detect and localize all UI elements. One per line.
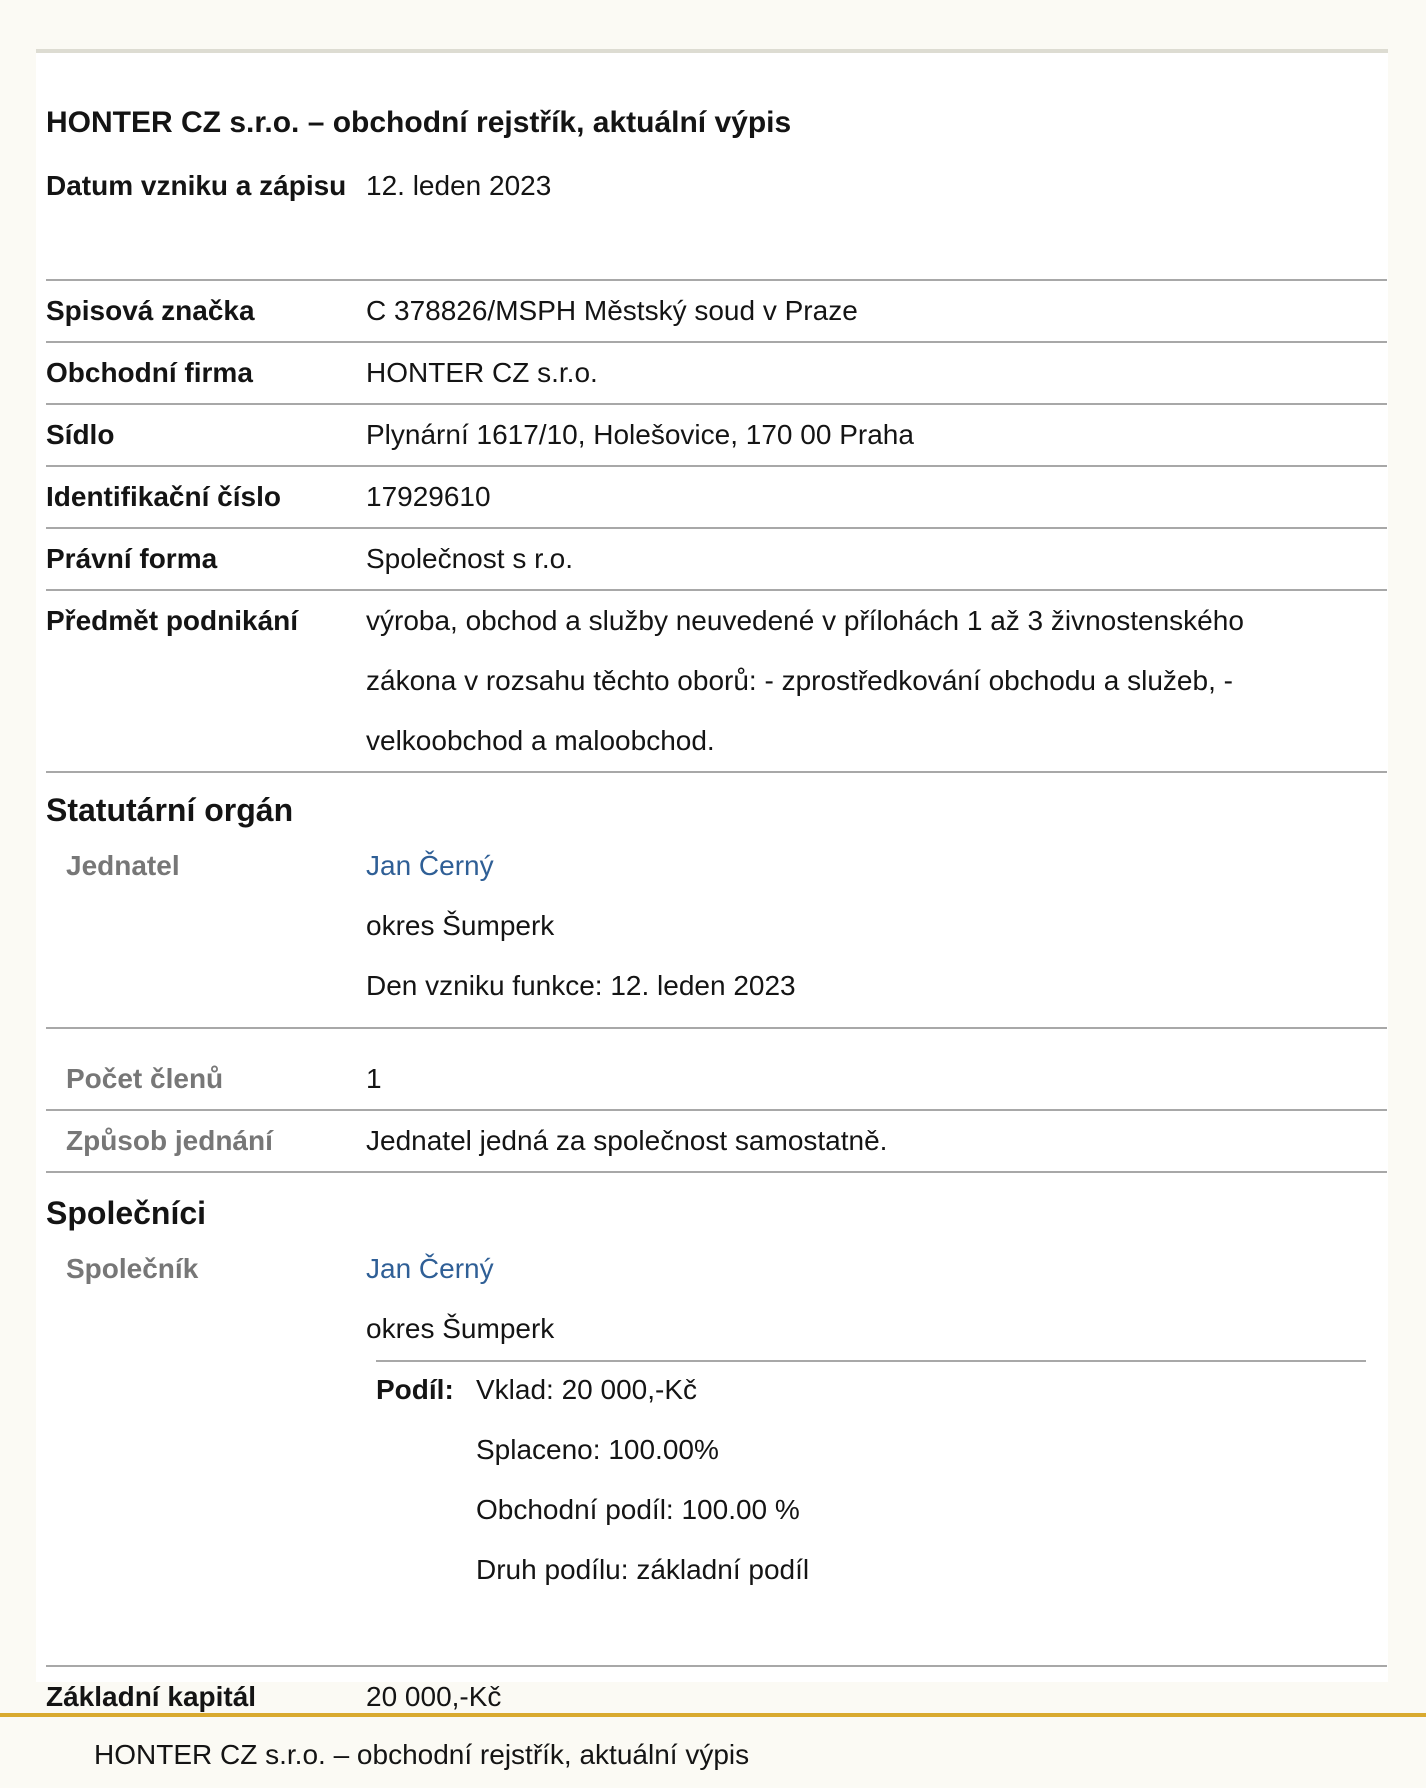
row-label: Předmět podnikání [46, 605, 299, 636]
row-value [366, 156, 1366, 216]
spolecnik-district: okres Šumperk [366, 1313, 555, 1344]
row-label: Obchodní firma [46, 357, 253, 388]
row-value [366, 343, 1366, 403]
section-heading-spolecnici: Společníci [46, 1195, 207, 1231]
kapital-value: 20 000,-Kč [366, 1681, 502, 1712]
row-label: Sídlo [46, 419, 115, 450]
datum-value: 12. leden 2023 [366, 170, 552, 201]
row-predmet-podnikani [46, 591, 1387, 773]
row-label: Právní forma [46, 543, 218, 574]
spolecnik-name-link[interactable]: Jan Černý [366, 1253, 494, 1284]
row-value [366, 281, 1366, 341]
row-label: Identifikační číslo [46, 481, 281, 512]
jednatel-since: Den vzniku funkce: 12. leden 2023 [366, 970, 796, 1001]
firma-value: HONTER CZ s.r.o. [366, 357, 598, 388]
zpusob-value: Jednatel jedná za společnost samostatně. [366, 1125, 888, 1156]
row-label: Spisová značka [46, 295, 255, 326]
row-value [366, 1239, 1366, 1359]
predmet-line: výroba, obchod a služby neuvedené v přílohách 1 až 3 živnostenského [366, 605, 1244, 636]
sidlo-value: Plynární 1617/10, Holešovice, 170 00 Praha [366, 419, 914, 450]
row-obchodni-firma [46, 343, 1387, 405]
pocet-value: 1 [366, 1063, 382, 1094]
row-pocet-clenu [46, 1029, 1387, 1111]
row-ico [46, 467, 1387, 529]
footer-bar [0, 1713, 1426, 1788]
row-label: Datum vzniku a zápisu [46, 170, 347, 201]
spisova-value: C 378826/MSPH Městský soud v Praze [366, 295, 858, 326]
ico-value: 17929610 [366, 481, 491, 512]
row-label: Jednatel [66, 850, 180, 881]
register-extract-card [36, 49, 1388, 1712]
predmet-line: velkoobchod a maloobchod. [366, 725, 715, 756]
row-zpusob-jednani [46, 1111, 1387, 1173]
row-label: Počet členů [66, 1063, 224, 1094]
podil-line: Splaceno: 100.00% [476, 1434, 719, 1465]
row-jednatel [46, 836, 1387, 1029]
podil-value [476, 1360, 809, 1600]
row-value [366, 405, 1366, 465]
podil-line: Vklad: 20 000,-Kč [476, 1374, 698, 1405]
row-value [366, 467, 1366, 527]
row-datum-vzniku [46, 156, 1387, 281]
row-label: Základní kapitál [46, 1681, 257, 1712]
podil-line: Obchodní podíl: 100.00 % [476, 1494, 800, 1525]
row-value [366, 836, 1366, 1016]
row-sidlo [46, 405, 1387, 467]
section-heading-statutarni-organ: Statutární orgán [46, 792, 294, 828]
row-value [366, 1049, 1366, 1109]
podil-label: Podíl: [376, 1374, 454, 1405]
predmet-line: zákona v rozsahu těchto oborů: - zprostředkování obchodu a služeb, - [366, 665, 1233, 696]
row-value [366, 591, 1366, 771]
row-spisova-znacka [46, 281, 1387, 343]
row-value [366, 1111, 1366, 1171]
forma-value: Společnost s r.o. [366, 543, 574, 574]
podil-line: Druh podílu: základní podíl [476, 1554, 810, 1585]
jednatel-district: okres Šumperk [366, 910, 555, 941]
row-label: Způsob jednání [66, 1125, 273, 1156]
row-value [366, 529, 1366, 589]
row-pravni-forma [46, 529, 1387, 591]
row-spolecnik [46, 1239, 1387, 1667]
page-title: HONTER CZ s.r.o. – obchodní rejstřík, aktuální výpis [46, 106, 792, 139]
footer-title: HONTER CZ s.r.o. – obchodní rejstřík, aktuální výpis [94, 1739, 750, 1770]
row-label: Společník [66, 1253, 199, 1284]
jednatel-name-link[interactable]: Jan Černý [366, 850, 494, 881]
